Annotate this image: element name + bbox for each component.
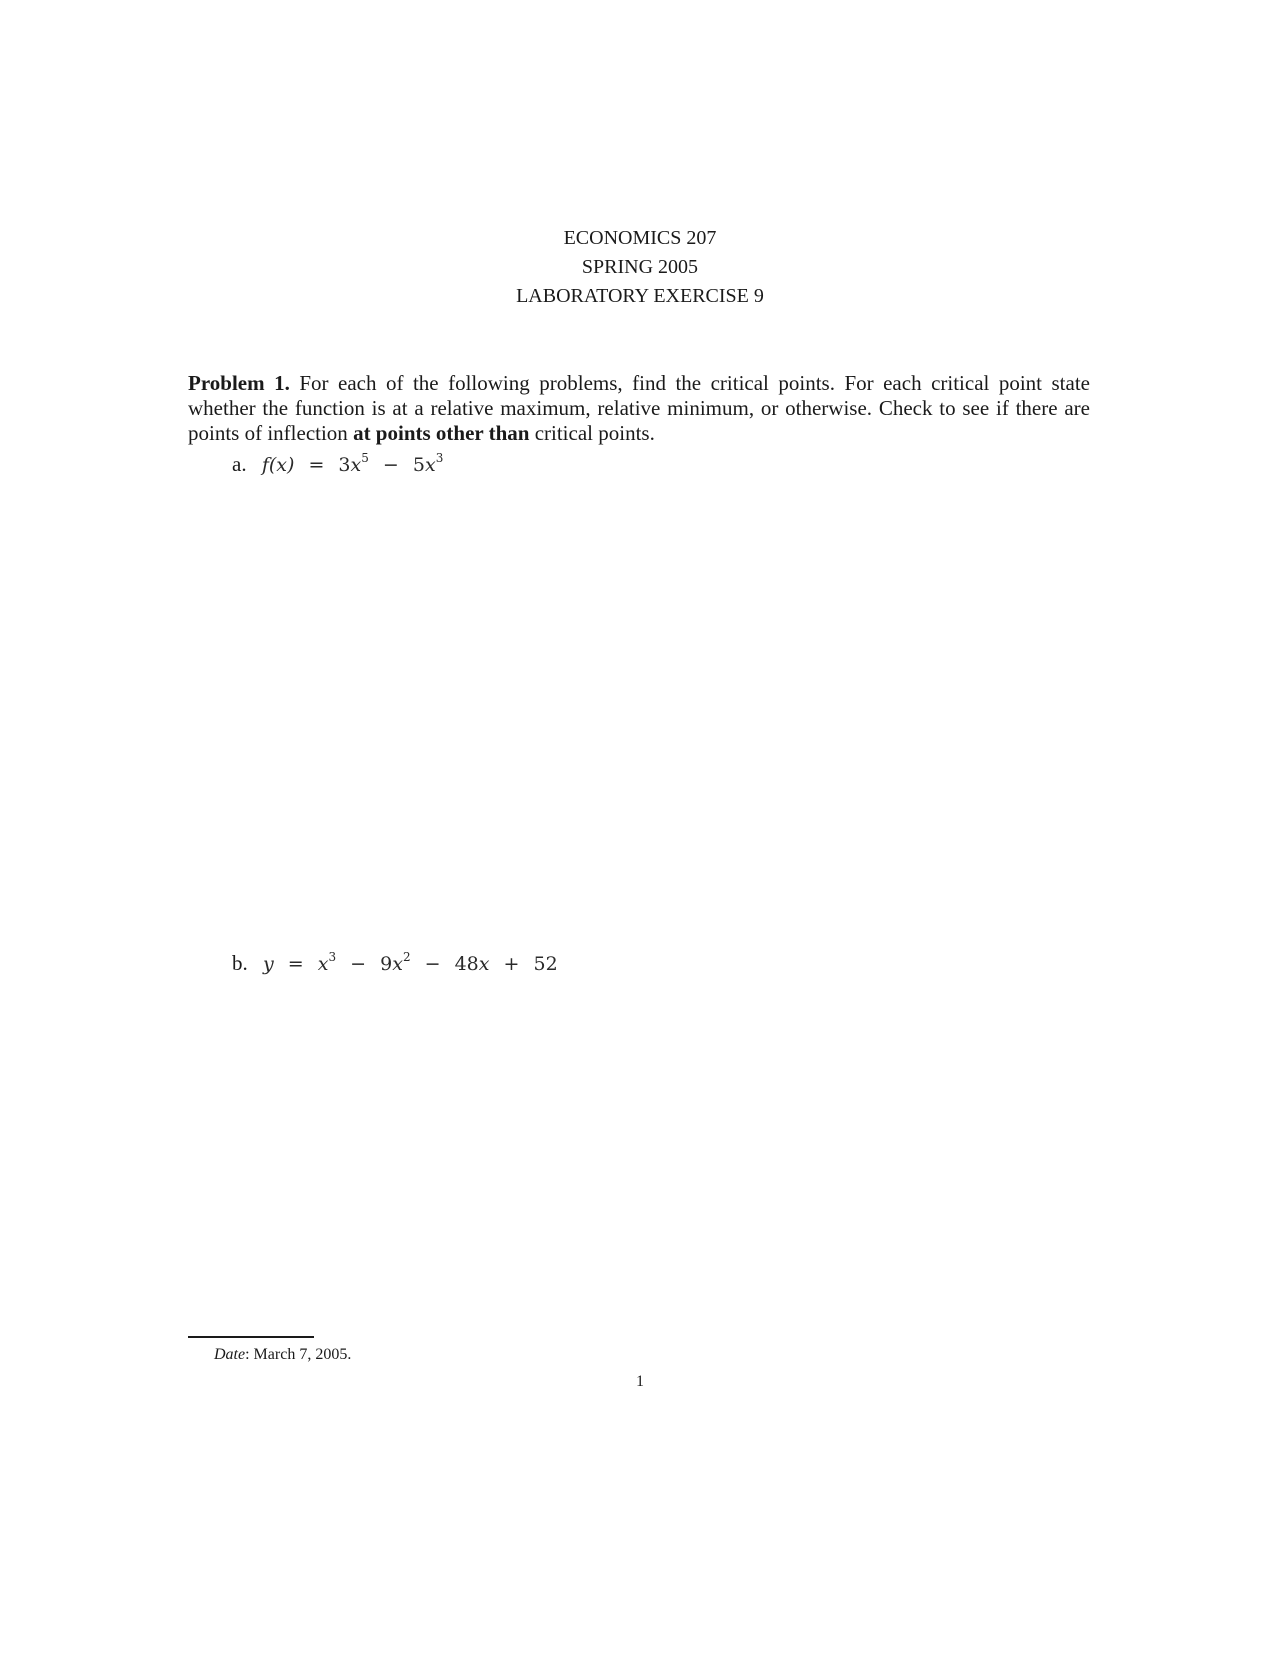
- problem-1: [188, 371, 1090, 446]
- item-b-equation: [263, 950, 558, 975]
- item-a-term1-var: x: [350, 454, 362, 476]
- item-a-term1-exp: 5: [361, 451, 369, 465]
- item-a-label: a.: [232, 452, 247, 476]
- item-b-term1-var: x: [317, 953, 329, 975]
- item-a-lhs: f(x): [261, 454, 295, 476]
- exercise-title: LABORATORY EXERCISE 9: [516, 285, 764, 307]
- course-title: ECONOMICS 207: [563, 227, 717, 249]
- item-b-label: b.: [232, 951, 248, 975]
- item-b-term3-coef: 48: [454, 953, 479, 975]
- item-b-term2-coef: 9: [380, 953, 393, 975]
- item-b-term1-exp: 3: [328, 950, 337, 964]
- item-a: [232, 452, 443, 477]
- item-a-equation: [261, 451, 444, 476]
- item-b-lhs: y: [263, 953, 274, 975]
- item-b-minus-2: −: [424, 953, 441, 975]
- item-a-term2-exp: 3: [435, 451, 444, 465]
- item-b-plus: +: [503, 953, 520, 975]
- problem-1-text-part2: critical points.: [534, 421, 655, 445]
- item-b-equals: =: [287, 953, 304, 975]
- item-b-constant: 52: [533, 953, 558, 975]
- item-a-term2-var: x: [424, 454, 436, 476]
- item-a-term2-coef: 5: [412, 454, 425, 476]
- item-b: [232, 951, 558, 976]
- problem-1-label: Problem 1.: [188, 371, 290, 395]
- footnote: [214, 1346, 351, 1364]
- item-a-term1-coef: 3: [338, 454, 351, 476]
- footnote-rule: [188, 1336, 314, 1338]
- page-number: 1: [636, 1373, 644, 1390]
- item-b-term2-exp: 2: [402, 950, 411, 964]
- item-a-equals: =: [308, 454, 325, 476]
- problem-1-text-part1: For each of the following problems, find the critical points. For each critical point state whether the function is at a relative maximum, relative minimum, or otherwise. Check to see if there are points of inflection: [188, 371, 1090, 445]
- item-b-term2-var: x: [392, 953, 403, 975]
- item-a-minus: −: [382, 454, 399, 476]
- item-b-term3-var: x: [478, 953, 490, 975]
- footnote-date: : March 7, 2005.: [245, 1346, 352, 1363]
- term-title: SPRING 2005: [581, 256, 699, 278]
- item-b-minus-1: −: [350, 953, 367, 975]
- document-title: [0, 224, 1280, 311]
- footnote-label: Date: [214, 1346, 246, 1363]
- problem-1-emphasis: at points other than: [353, 421, 530, 445]
